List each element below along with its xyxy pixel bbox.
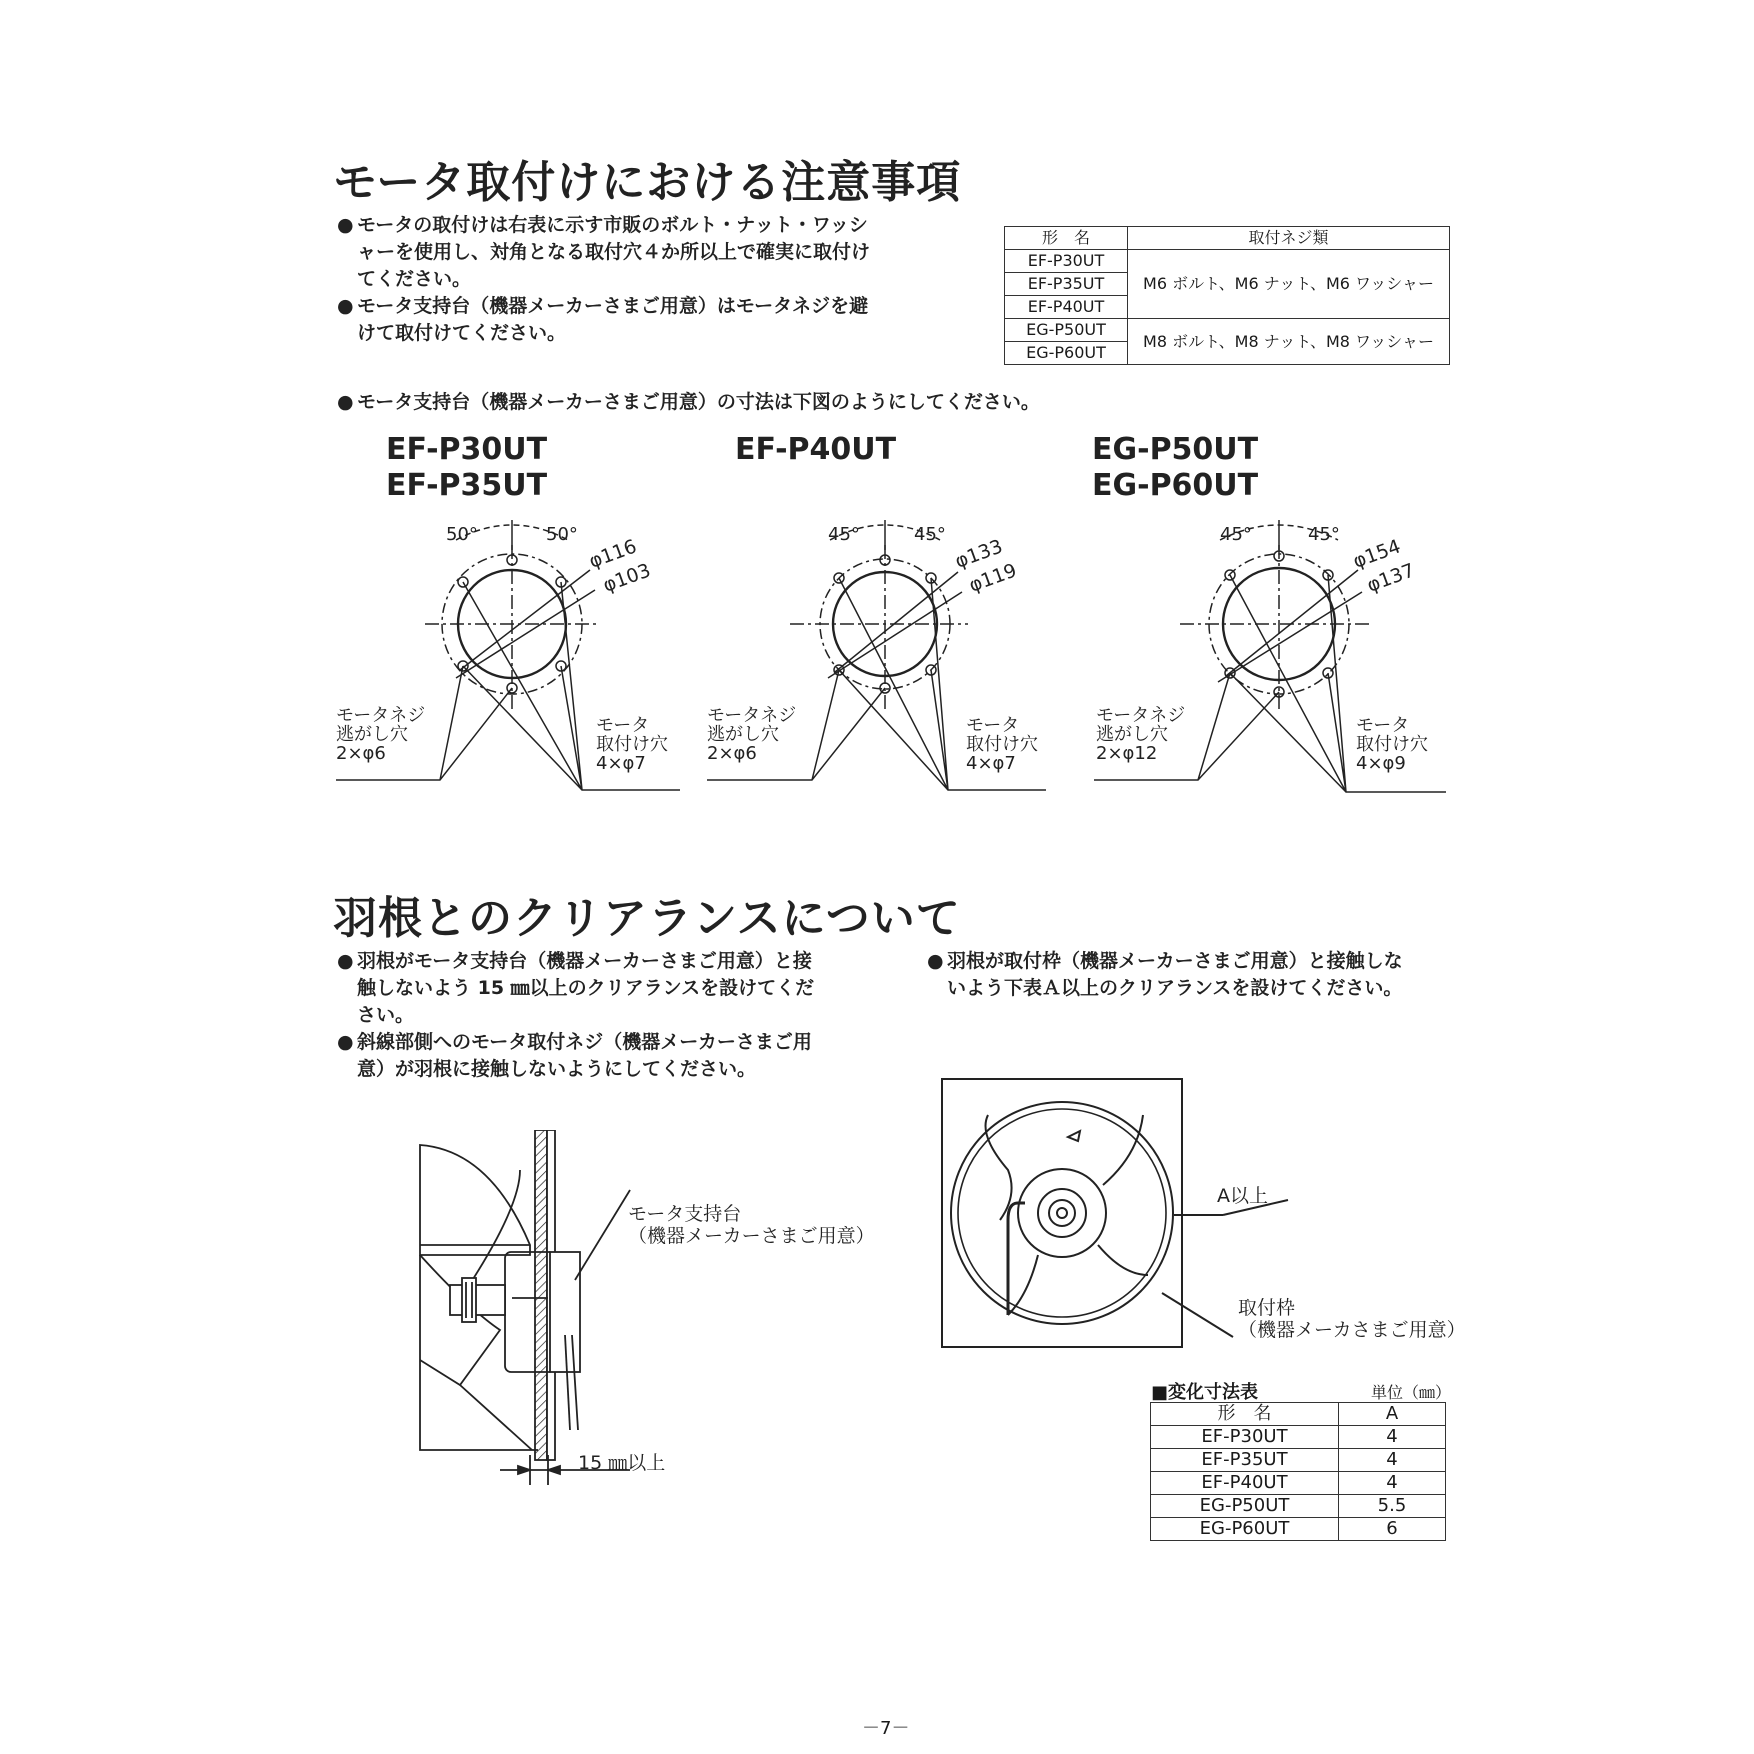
outer-diameter-label: φ133 <box>952 535 1006 573</box>
table-row: EF-P30UT 4 <box>1151 1426 1446 1449</box>
screw-table-screws: M8 ボルト、M8 ナット、M8 ワッシャー <box>1128 319 1450 365</box>
escape-hole-label: モータネジ 逃がし穴 2×φ6 <box>336 705 426 764</box>
angle-right-label: 45° <box>914 524 946 545</box>
angle-left-label: 45° <box>1220 524 1252 545</box>
bullet-1: ● 羽根がモータ支持台（機器メーカーさまご用意）と接 触しないよう 15 ㎜以上のクリアランスを設けてくだ さい。 <box>337 950 815 1026</box>
bullet-2: ● モータ支持台（機器メーカーさまご用意）はモータネジを避 けて取付けてください。 <box>337 295 869 344</box>
frame-label: 取付枠 （機器メーカさまご用意） <box>1238 1297 1466 1341</box>
motor-support-label: モータ支持台 （機器メーカーさまご用意） <box>628 1203 875 1247</box>
outer-diameter-label: φ116 <box>586 535 640 573</box>
clearance-label: 15 ㎜以上 <box>578 1452 666 1474</box>
table-row: EF-P40UT 4 <box>1151 1472 1446 1495</box>
outer-diameter-label: φ154 <box>1350 535 1404 573</box>
angle-left-label: 45° <box>828 524 860 545</box>
escape-hole-label: モータネジ 逃がし穴 2×φ12 <box>1096 705 1186 764</box>
screw-table-model: EF-P40UT <box>1005 296 1128 319</box>
dim-table-title: ■変化寸法表 <box>1151 1382 1259 1403</box>
table-row: EG-P60UT 6 <box>1151 1518 1446 1541</box>
dim-table-header-a: A <box>1339 1403 1446 1426</box>
bullet-3: ● モータ支持台（機器メーカーさまご用意）の寸法は下図のようにしてください。 <box>337 391 1040 413</box>
mount-hole-label: モータ 取付け穴 4×φ9 <box>1356 715 1428 774</box>
screw-table-model: EG-P50UT <box>1005 319 1128 342</box>
section2-right-bullets <box>927 948 1487 1002</box>
screw-table-model: EF-P30UT <box>1005 250 1128 273</box>
screw-table <box>1004 226 1450 365</box>
dim-table-header-model: 形 名 <box>1151 1403 1339 1426</box>
dim-table <box>1150 1402 1446 1541</box>
diagram2-models: EF-P40UT <box>735 432 897 467</box>
inner-diameter-label: φ103 <box>600 559 654 597</box>
table-row: EF-P35UT 4 <box>1151 1449 1446 1472</box>
a-clearance-label: A以上 <box>1217 1185 1268 1207</box>
screw-table-model: EG-P60UT <box>1005 342 1128 365</box>
inner-diameter-label: φ119 <box>966 559 1020 597</box>
section1-title: モータ取付けにおける注意事項 <box>333 157 962 208</box>
angle-left-label: 50° <box>446 524 478 545</box>
table-row: EG-P50UT 5.5 <box>1151 1495 1446 1518</box>
angle-right-label: 45° <box>1308 524 1340 545</box>
inner-diameter-label: φ137 <box>1364 559 1418 597</box>
section2-left-bullets <box>337 948 877 1083</box>
screw-table-model: EF-P35UT <box>1005 273 1128 296</box>
screw-table-screws: M6 ボルト、M6 ナット、M6 ワッシャー <box>1128 250 1450 319</box>
diagram1-models: EF-P30UT EF-P35UT <box>386 432 548 503</box>
section2-title: 羽根とのクリアランスについて <box>333 893 961 944</box>
screw-table-header-model: 形 名 <box>1005 227 1128 250</box>
escape-hole-label: モータネジ 逃がし穴 2×φ6 <box>707 705 797 764</box>
bullet-1: ● モータの取付けは右表に示す市販のボルト・ナット・ワッシ ャーを使用し、対角となる取付穴４か所以上で確実に取付け てください。 <box>337 214 871 290</box>
bullet-2: ● 斜線部側へのモータ取付ネジ（機器メーカーさまご用 意）が羽根に接触しないようにしてください。 <box>337 1031 812 1080</box>
screw-table-header-screws: 取付ネジ類 <box>1128 227 1450 250</box>
diagram3-models: EG-P50UT EG-P60UT <box>1092 432 1259 503</box>
section1-bullets <box>337 212 937 347</box>
page-number: －7－ <box>862 1718 910 1739</box>
angle-right-label: 50° <box>546 524 578 545</box>
dim-table-unit: 単位（㎜） <box>1371 1383 1452 1402</box>
mount-hole-label: モータ 取付け穴 4×φ7 <box>596 715 668 774</box>
side-view-diagram <box>400 1130 880 1500</box>
mount-hole-label: モータ 取付け穴 4×φ7 <box>966 715 1038 774</box>
bullet-1: ● 羽根が取付枠（機器メーカーさまご用意）と接触しな いよう下表Ａ以上のクリアランスを設けてください。 <box>927 950 1403 999</box>
